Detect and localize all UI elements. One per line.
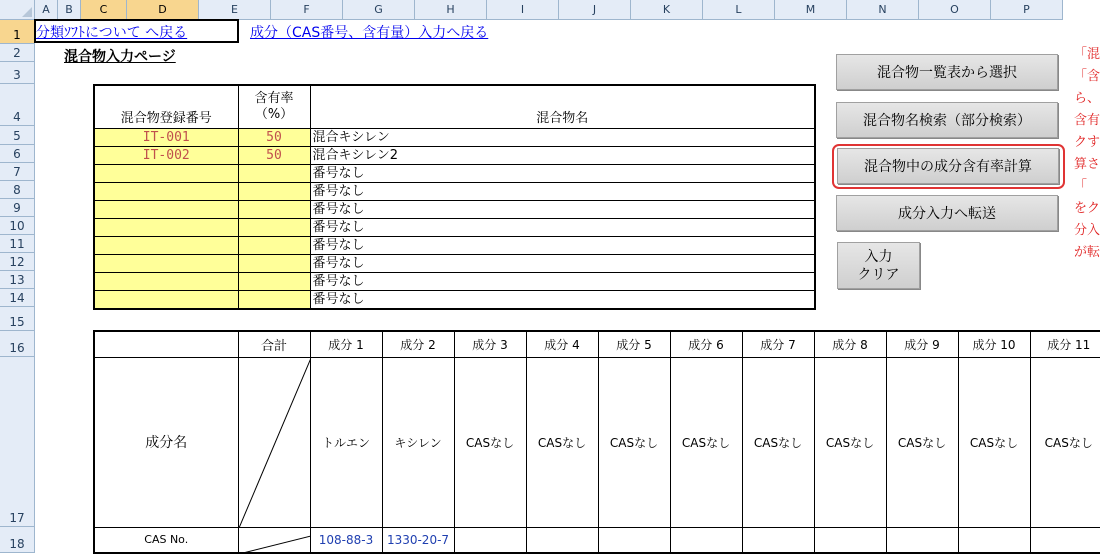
diagonal-line xyxy=(239,358,311,528)
row-header-label: 2 xyxy=(13,46,21,60)
total-label: 合計 xyxy=(238,331,310,357)
cas-diagonal-cell xyxy=(238,527,310,553)
mixture-table xyxy=(93,84,816,310)
clear-line2: クリア xyxy=(857,266,900,283)
side-note-line: 「含 xyxy=(1074,69,1100,84)
mixture-name-cell: 混合キシレン xyxy=(310,129,815,147)
row-header-label: 5 xyxy=(13,129,21,143)
row-header-label: 3 xyxy=(13,68,21,82)
mixture-name-cell: 番号なし xyxy=(310,183,815,201)
mixture-row xyxy=(94,255,815,273)
cas-number-cell[interactable]: 1330-20-7 xyxy=(382,527,454,553)
column-header-e[interactable]: E xyxy=(199,0,271,20)
back-to-component-input-link[interactable]: 成分（CAS番号、含有量）入力へ戻る xyxy=(250,25,489,41)
mixture-code-cell[interactable] xyxy=(94,219,238,237)
side-note-line: が転 xyxy=(1074,245,1100,260)
row-header-label: 6 xyxy=(13,147,21,161)
row-header-15[interactable] xyxy=(0,307,35,331)
component-header-9: 成分 9 xyxy=(886,331,958,357)
mixture-code-cell[interactable] xyxy=(94,165,238,183)
component-header-1: 成分 1 xyxy=(310,331,382,357)
column-header-d[interactable]: D xyxy=(127,0,199,20)
column-header-l[interactable]: L xyxy=(703,0,775,20)
row-header-13[interactable] xyxy=(0,271,35,289)
row-header-label: 1 xyxy=(13,28,21,42)
mixture-code-cell[interactable] xyxy=(94,255,238,273)
header-mixture-name: 混合物名 xyxy=(310,85,815,129)
header-rate-line1: 含有率 xyxy=(254,91,294,106)
row-header-label: 7 xyxy=(13,165,21,179)
side-note-line: 含有 xyxy=(1074,113,1100,128)
clear-line1: 入力 xyxy=(864,248,893,265)
clear-input-button[interactable] xyxy=(837,242,920,289)
row-header-label: 15 xyxy=(9,315,25,329)
cas-number-cell[interactable] xyxy=(454,527,526,553)
mixture-rate-cell[interactable] xyxy=(238,255,310,273)
cas-number-cell[interactable] xyxy=(742,527,814,553)
row-header-label: 16 xyxy=(9,341,25,355)
cas-number-cell[interactable] xyxy=(814,527,886,553)
row-header-1[interactable] xyxy=(0,20,35,44)
row-header-17[interactable] xyxy=(0,357,35,527)
side-note-line: ら、 xyxy=(1074,91,1100,106)
mixture-rate-cell[interactable] xyxy=(238,291,310,310)
side-note-line: クす xyxy=(1074,135,1100,150)
mixture-rate-cell[interactable]: 50 xyxy=(238,129,310,147)
component-name-label: 成分名 xyxy=(94,357,238,527)
calc-content-rate-button[interactable]: 混合物中の成分含有率計算 xyxy=(837,148,1059,184)
component-name-cell[interactable]: トルエン xyxy=(310,357,382,527)
back-to-about-link[interactable]: 分類ｿﾌﾄについて へ戻る xyxy=(36,25,188,41)
component-name-cell[interactable]: CASなし xyxy=(454,357,526,527)
component-header-7: 成分 7 xyxy=(742,331,814,357)
row-header-7[interactable] xyxy=(0,163,35,181)
component-name-cell[interactable]: CASなし xyxy=(526,357,598,527)
cas-number-cell[interactable] xyxy=(670,527,742,553)
mixture-name-cell: 番号なし xyxy=(310,255,815,273)
column-header-j[interactable]: J xyxy=(559,0,631,20)
row-header-5[interactable] xyxy=(0,126,35,145)
row-header-9[interactable] xyxy=(0,199,35,217)
column-header-p[interactable]: P xyxy=(991,0,1063,20)
row-header-12[interactable] xyxy=(0,253,35,271)
component-header-5: 成分 5 xyxy=(598,331,670,357)
component-name-cell[interactable]: CASなし xyxy=(1030,357,1100,527)
row-header-16[interactable] xyxy=(0,331,35,357)
component-name-cell[interactable]: CASなし xyxy=(958,357,1030,527)
component-name-cell[interactable]: CASなし xyxy=(814,357,886,527)
row-header-11[interactable] xyxy=(0,235,35,253)
mixture-rate-cell[interactable] xyxy=(238,219,310,237)
mixture-row xyxy=(94,273,815,291)
mixture-code-cell[interactable] xyxy=(94,183,238,201)
diagonal-cell xyxy=(238,357,310,527)
mixture-code-cell[interactable] xyxy=(94,237,238,255)
row-header-label: 9 xyxy=(13,201,21,215)
component-name-cell[interactable]: CASなし xyxy=(742,357,814,527)
page-title: 混合物入力ページ xyxy=(64,49,176,65)
row-header-10[interactable] xyxy=(0,217,35,235)
column-header-f[interactable]: F xyxy=(271,0,343,20)
row-header-4[interactable] xyxy=(0,84,35,126)
component-header-3: 成分 3 xyxy=(454,331,526,357)
column-header-g[interactable]: G xyxy=(343,0,415,20)
component-header-11: 成分 11 xyxy=(1030,331,1100,357)
row-header-label: 18 xyxy=(9,537,25,551)
component-header-8: 成分 8 xyxy=(814,331,886,357)
cas-number-cell[interactable] xyxy=(1030,527,1100,553)
mixture-rate-cell[interactable] xyxy=(238,237,310,255)
mixture-row xyxy=(94,129,815,147)
row-header-14[interactable] xyxy=(0,289,35,307)
cas-no-label: CAS No. xyxy=(94,527,238,553)
transfer-to-component-button[interactable]: 成分入力へ転送 xyxy=(836,195,1058,231)
side-note-line: 「混 xyxy=(1074,47,1100,62)
mixture-code-cell[interactable] xyxy=(94,273,238,291)
row-header-label: 10 xyxy=(9,219,25,233)
component-header-10: 成分 10 xyxy=(958,331,1030,357)
row-header-label: 12 xyxy=(9,255,25,269)
component-name-cell[interactable]: CASなし xyxy=(886,357,958,527)
column-header-a[interactable]: A xyxy=(35,0,58,20)
cas-diagonal-line xyxy=(239,528,311,554)
mixture-row xyxy=(94,219,815,237)
row-header-label: 8 xyxy=(13,183,21,197)
header-mixture-number: 混合物登録番号 xyxy=(94,85,238,129)
column-header-n[interactable]: N xyxy=(847,0,919,20)
column-header-o[interactable]: O xyxy=(919,0,991,20)
side-note-line: をク xyxy=(1074,201,1100,216)
cas-number-cell[interactable] xyxy=(958,527,1030,553)
column-header-c[interactable]: C xyxy=(81,0,127,20)
mixture-row xyxy=(94,237,815,255)
select-from-list-button[interactable]: 混合物一覧表から選択 xyxy=(836,54,1058,90)
mixture-name-cell: 番号なし xyxy=(310,165,815,183)
mixture-rate-cell[interactable]: 50 xyxy=(238,147,310,165)
side-note-line: 算さ xyxy=(1074,157,1100,172)
row-header-2[interactable] xyxy=(0,44,35,62)
side-note-line: 「 xyxy=(1074,179,1088,194)
side-note xyxy=(1074,44,1100,264)
cas-number-cell[interactable] xyxy=(886,527,958,553)
column-header-h[interactable]: H xyxy=(415,0,487,20)
mixture-code-cell[interactable]: IT-001 xyxy=(94,129,238,147)
row-header-label: 4 xyxy=(13,110,21,124)
cas-number-cell[interactable]: 108-88-3 xyxy=(310,527,382,553)
row-header-label: 13 xyxy=(9,273,25,287)
mixture-code-cell[interactable] xyxy=(94,291,238,310)
mixture-rate-cell[interactable] xyxy=(238,201,310,219)
mixture-name-cell: 番号なし xyxy=(310,273,815,291)
mixture-name-cell: 混合キシレン2 xyxy=(310,147,815,165)
row-header-3[interactable] xyxy=(0,62,35,84)
component-header-4: 成分 4 xyxy=(526,331,598,357)
search-mixture-name-button[interactable]: 混合物名検索（部分検索） xyxy=(836,102,1058,138)
side-note-line: 分入 xyxy=(1074,223,1100,238)
mixture-name-cell: 番号なし xyxy=(310,219,815,237)
select-all-corner[interactable] xyxy=(0,0,35,20)
component-header-6: 成分 6 xyxy=(670,331,742,357)
mixture-name-cell: 番号なし xyxy=(310,291,815,310)
component-header-2: 成分 2 xyxy=(382,331,454,357)
column-header-b[interactable]: B xyxy=(58,0,81,20)
component-name-cell[interactable]: キシレン xyxy=(382,357,454,527)
cas-number-cell[interactable] xyxy=(526,527,598,553)
row-header-6[interactable] xyxy=(0,145,35,163)
column-header-k[interactable]: K xyxy=(631,0,703,20)
mixture-rate-cell[interactable] xyxy=(238,183,310,201)
mixture-rate-cell[interactable] xyxy=(238,165,310,183)
mixture-code-cell[interactable] xyxy=(94,201,238,219)
mixture-row xyxy=(94,183,815,201)
component-name-cell[interactable]: CASなし xyxy=(598,357,670,527)
component-table xyxy=(93,330,1100,554)
mixture-row xyxy=(94,147,815,165)
header-rate-line2: （%） xyxy=(254,107,294,122)
mixture-code-cell[interactable]: IT-002 xyxy=(94,147,238,165)
mixture-row xyxy=(94,291,815,310)
row-header-label: 11 xyxy=(9,237,25,251)
row-header-18[interactable] xyxy=(0,527,35,553)
mixture-rate-cell[interactable] xyxy=(238,273,310,291)
mixture-row xyxy=(94,165,815,183)
column-header-m[interactable]: M xyxy=(775,0,847,20)
component-header-blank xyxy=(94,331,238,357)
row-header-label: 14 xyxy=(9,291,25,305)
component-name-cell[interactable]: CASなし xyxy=(670,357,742,527)
row-header-8[interactable] xyxy=(0,181,35,199)
mixture-name-cell: 番号なし xyxy=(310,201,815,219)
cas-number-cell[interactable] xyxy=(598,527,670,553)
row-header-label: 17 xyxy=(9,511,25,525)
column-header-i[interactable]: I xyxy=(487,0,559,20)
mixture-name-cell: 番号なし xyxy=(310,237,815,255)
mixture-row xyxy=(94,201,815,219)
header-content-rate xyxy=(238,85,310,129)
